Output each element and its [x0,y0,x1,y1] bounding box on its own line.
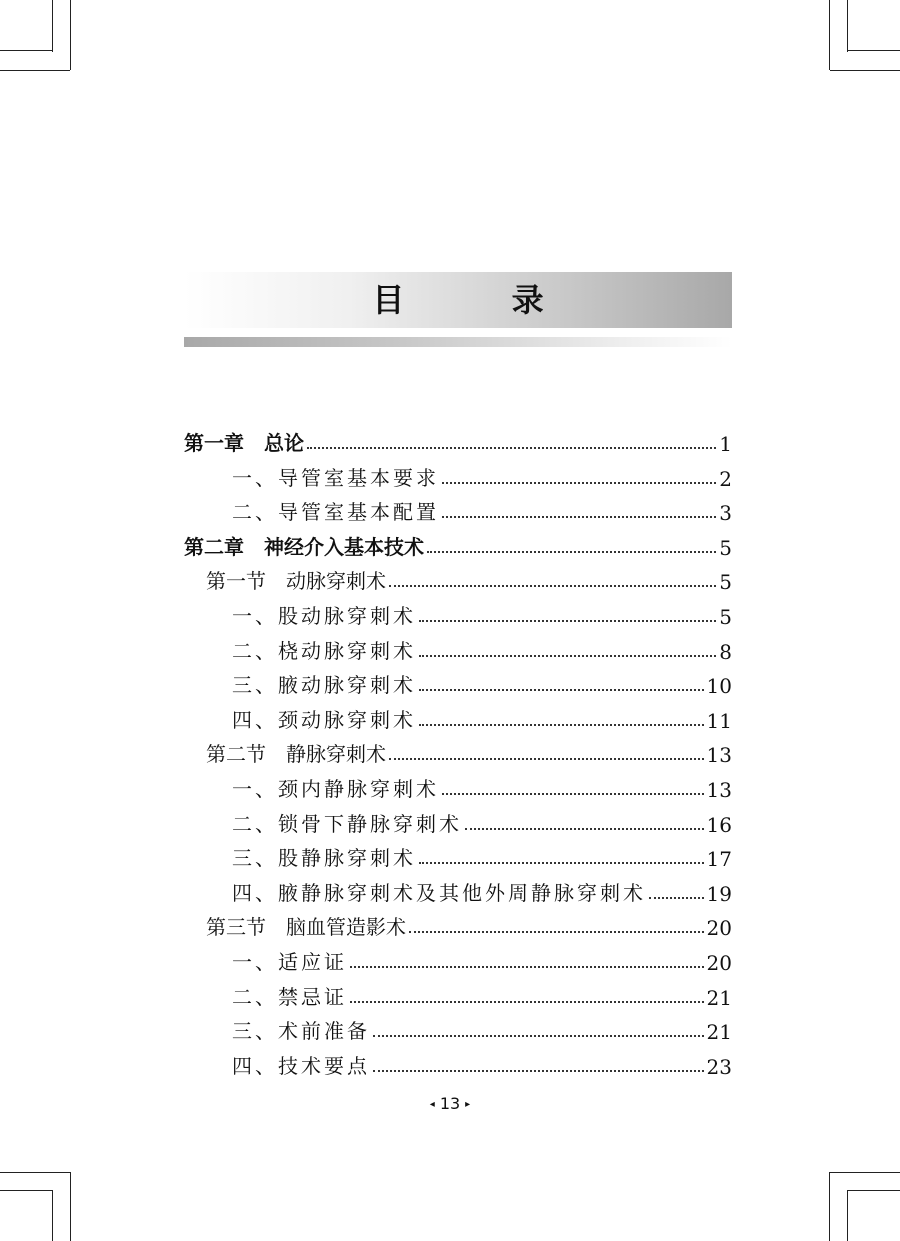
toc-entry[interactable] [232,1045,732,1079]
title-underline-bar [184,337,732,347]
crop-mark [829,1172,830,1241]
toc-leader-dots [419,655,716,657]
crop-mark [848,1190,900,1191]
toc-entry-label: 二、桡动脉穿刺术 [232,638,416,663]
crop-mark [70,1172,71,1241]
toc-leader-dots [373,1070,704,1072]
left-arrow-icon: ◂ [429,1099,435,1110]
toc-entry[interactable] [232,1010,732,1044]
toc-entry-page: 13 [706,778,732,802]
toc-entry[interactable] [206,560,732,594]
toc-entry-label: 二、锁骨下静脉穿刺术 [232,811,462,836]
toc-leader-dots [350,1001,704,1003]
toc-entry[interactable] [232,457,732,491]
toc-entry[interactable] [232,630,732,664]
crop-mark [848,50,900,51]
toc-entry-label: 三、股静脉穿刺术 [232,846,416,871]
toc-leader-dots [409,931,704,933]
toc-entry-page: 3 [719,501,732,526]
crop-mark [830,70,900,71]
toc-entry[interactable] [232,664,732,698]
toc-entry-page: 16 [706,812,732,837]
toc-leader-dots [465,828,704,830]
toc-entry-label: 第二节 静脉穿刺术 [206,742,386,767]
page-footer [0,1094,900,1113]
crop-mark [829,0,830,70]
toc-entry[interactable] [206,906,732,940]
toc-leader-dots [419,689,704,691]
toc-entry[interactable] [232,941,732,975]
crop-mark [52,0,53,52]
toc-entry-page: 21 [706,985,732,1010]
toc-entry-label: 第一节 动脉穿刺术 [206,569,386,594]
toc-entry-page: 20 [706,916,732,941]
toc-entry-label: 四、颈动脉穿刺术 [232,707,416,732]
toc-leader-dots [427,551,716,553]
toc-entry-page: 19 [706,881,732,906]
toc-entry[interactable] [232,976,732,1010]
toc-leader-dots [389,585,716,587]
toc-entry-label: 第二章 神经介入基本技术 [184,534,424,559]
toc-entry-page: 23 [706,1054,732,1079]
toc-leader-dots [419,620,716,622]
toc-entry[interactable] [232,803,732,837]
crop-mark [0,70,70,71]
toc-entry-page: 17 [706,847,732,872]
toc-entry-label: 一、适应证 [232,950,347,974]
toc-entry-label: 一、颈内静脉穿刺术 [232,777,439,801]
toc-entry-page: 21 [706,1020,732,1045]
crop-mark [0,1172,70,1173]
toc-entry[interactable] [206,733,732,767]
toc-entry-label: 三、术前准备 [232,1019,370,1044]
toc-entry[interactable] [184,526,732,560]
crop-mark [70,0,71,70]
crop-mark [830,1172,900,1173]
toc-leader-dots [373,1035,704,1037]
toc-entry-label: 一、股动脉穿刺术 [232,604,416,628]
crop-mark [847,1190,848,1241]
toc-entry[interactable] [232,872,732,906]
toc-entry-label: 第一章 总论 [184,431,304,455]
toc-entry-label: 二、导管室基本配置 [232,500,439,525]
page-number: 13 [439,1094,461,1113]
toc-entry-page: 8 [719,639,732,664]
toc-entry-label: 三、腋动脉穿刺术 [232,673,416,698]
toc-leader-dots [442,482,716,484]
toc-entry-page: 13 [706,743,732,768]
toc-entry[interactable] [184,422,732,456]
toc-entry-page: 5 [719,570,732,595]
toc-entry-page: 2 [719,466,732,491]
crop-mark [0,50,52,51]
toc-entry-label: 二、禁忌证 [232,984,347,1009]
toc-leader-dots [350,966,704,968]
toc-leader-dots [649,897,704,899]
toc-entry-page: 10 [706,674,732,699]
page-title: 目 录 [372,281,592,319]
toc-entry[interactable] [232,699,732,733]
crop-mark [847,0,848,52]
crop-mark [52,1190,53,1241]
toc-entry-page: 5 [719,605,732,629]
crop-mark [0,1190,52,1191]
toc-leader-dots [442,516,716,518]
toc-leader-dots [419,862,704,864]
toc-entry-label: 四、腋静脉穿刺术及其他外周静脉穿刺术 [232,880,646,905]
toc-entry[interactable] [232,491,732,525]
toc-entry-page: 20 [706,951,732,975]
toc-leader-dots [389,758,704,760]
toc-leader-dots [419,724,704,726]
toc-entry[interactable] [232,837,732,871]
right-arrow-icon: ▸ [465,1099,471,1110]
toc-entry-label: 四、技术要点 [232,1053,370,1078]
toc-entry-page: 1 [719,432,732,456]
toc-entry-page: 5 [719,535,732,560]
toc-entry-page: 11 [706,708,732,733]
toc-leader-dots [307,447,716,449]
title-band [184,272,732,328]
toc-entry[interactable] [232,595,732,629]
toc-leader-dots [442,793,704,795]
toc-entry-label: 一、导管室基本要求 [232,465,439,490]
toc-entry[interactable] [232,768,732,802]
toc-entry-label: 第三节 脑血管造影术 [206,915,406,940]
